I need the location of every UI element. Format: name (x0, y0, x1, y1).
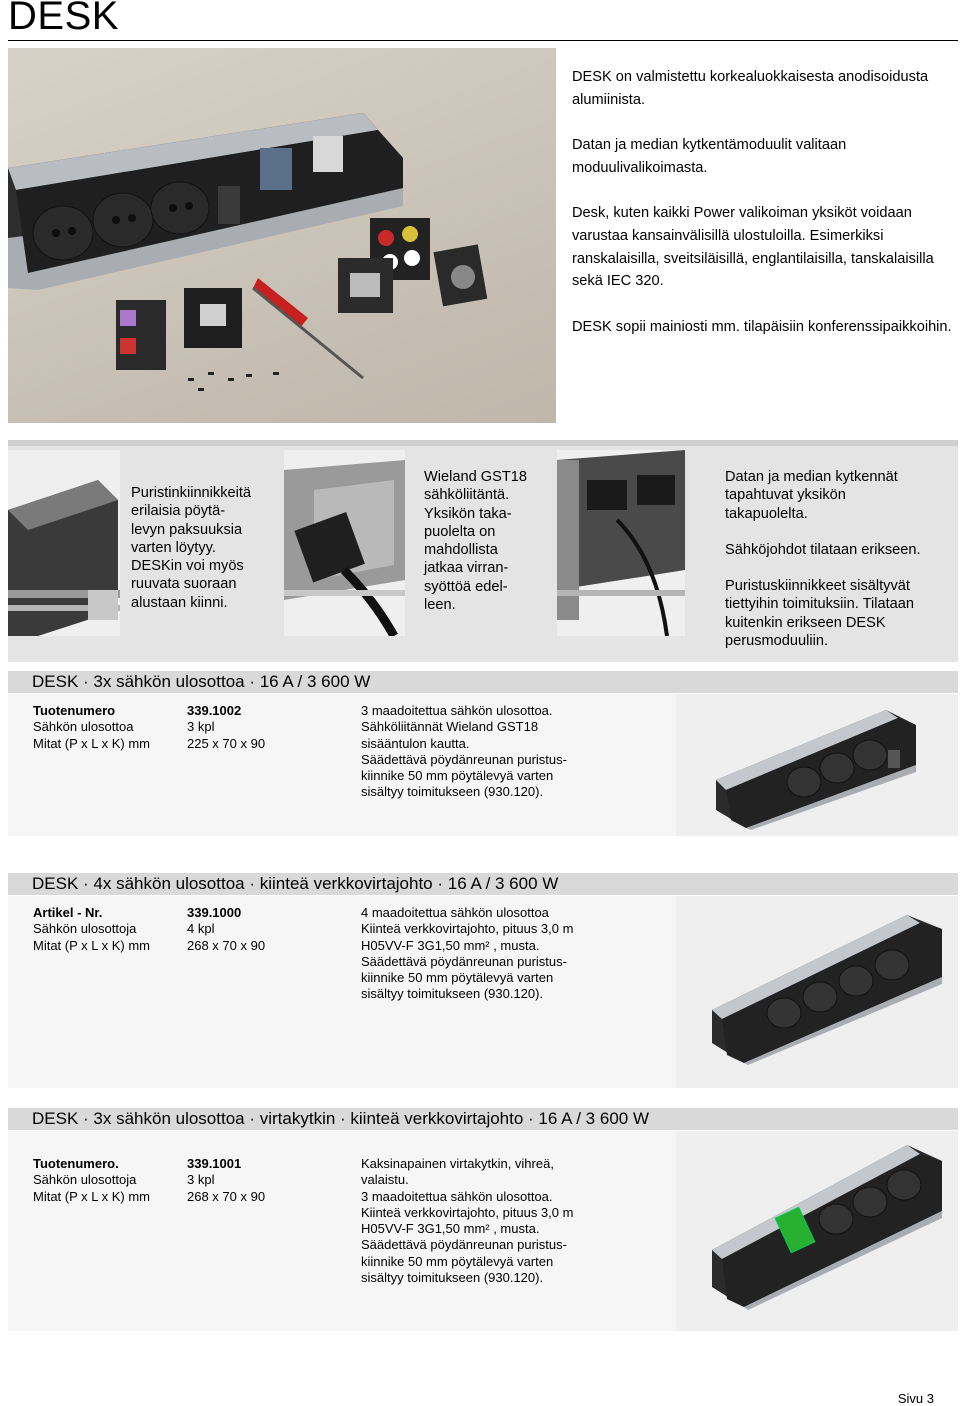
hero-product-photo (8, 48, 556, 423)
product-header: DESK · 3x sähkön ulosottoa · 16 A / 3 600 W (8, 670, 958, 693)
band-text-1: Puristinkiinnikkeitä erilaisia pöytä- levyn paksuuksia varten löytyy. DESKin voi myös ruuvata suoraan alustaan kiinni. (131, 485, 252, 611)
spec-value: 4 kpl (187, 921, 215, 937)
product-description: 4 maadoitettua sähkön ulosottoa Kiinteä verkkovirtajohto, pituus 3,0 m H05VV-F 3G1,50 mm² , musta. Säädettävä pöydänreunan puristus- kiinnike 50 mm pöytälevyä varten sisältyy toimitukseen (930.120). (361, 905, 574, 1002)
spec-key: Tuotenumero. (33, 1156, 119, 1171)
product-specs (33, 703, 353, 763)
clamp-detail-photo (8, 450, 120, 636)
product-photo-3x (716, 710, 916, 830)
spec-key: Artikel - Nr. (33, 905, 103, 920)
rear-connection-photo (557, 450, 685, 636)
spec-key: Sähkön ulosottoja (33, 1172, 137, 1188)
spec-key: Mitat (P x L x K) mm (33, 937, 151, 953)
band-text-2: Wieland GST18 sähköliitäntä. Yksikön taka- puolelta on mahdollista jatkaa virran- syöttöä edel- leen. (424, 469, 528, 614)
product-description: 3 maadoitettua sähkön ulosottoa. Sähköliitännät Wieland GST18 sisääntulon kautta. Säädettävä pöydänreunan puristus- kiinnike 50 mm pöytälevyä varten sisältyy toimitukseen (930.120). (361, 703, 567, 800)
product-header: DESK · 3x sähkön ulosottoa · virtakytkin · kiinteä verkkovirtajohto · 16 A / 3 600 W (8, 1107, 958, 1130)
intro-text (572, 66, 957, 361)
wieland-connector-photo (284, 450, 405, 636)
product-header: DESK · 4x sähkön ulosottoa · kiinteä verkkovirtajohto · 16 A / 3 600 W (8, 872, 958, 895)
spec-value: 3 kpl (187, 1172, 215, 1188)
page-title: DESK (8, 0, 119, 38)
intro-paragraph: Datan ja median kytkentämoduulit valitaan moduulivalikoimasta. (572, 137, 847, 176)
band-top-rule (8, 440, 958, 446)
page-number: Sivu 3 (897, 1391, 934, 1406)
spec-key: Sähkön ulosottoa (33, 719, 134, 735)
product-description: Kaksinapainen virtakytkin, vihreä, valaistu. 3 maadoitettua sähkön ulosottoa. Kiinteä verkkovirtajohto, pituus 3,0 m H05VV-F 3G1,50 mm² , musta. Säädettävä pöydänreunan puristus- kiinnike 50 mm pöytälevyä varten sisältyy toimitukseen (930.120). (361, 1156, 574, 1286)
product-photo-4x (712, 915, 944, 1065)
spec-value: 339.1001 (187, 1156, 242, 1171)
spec-value: 339.1000 (187, 905, 242, 920)
spec-key: Sähkön ulosottoja (33, 921, 137, 937)
spec-value: 268 x 70 x 90 (187, 937, 266, 953)
spec-value: 268 x 70 x 90 (187, 1188, 266, 1204)
product-specs (33, 1156, 353, 1216)
intro-paragraph: Desk, kuten kaikki Power valikoiman yksiköt voidaan varustaa kansainvälisillä ulostuloilla. Esimerkiksi ranskalaisilla, sveitsiläisillä, englantilaisilla, tanskalaisilla sekä IEC 320. (572, 205, 934, 290)
spec-key: Tuotenumero (33, 703, 116, 718)
intro-paragraph: DESK sopii mainiosti mm. tilapäisiin konferenssipaikkoihin. (572, 318, 952, 335)
product-specs (33, 905, 353, 965)
title-rule (8, 40, 958, 41)
spec-value: 225 x 70 x 90 (187, 735, 266, 751)
spec-value: 3 kpl (187, 719, 215, 735)
spec-value: 339.1002 (187, 703, 242, 718)
band-text-3: Datan ja median kytkennät tapahtuvat yksikön takapuolelta. Sähköjohdot tilataan erikseen. Puristuskiinnikkeet sisältyvät tiettyihin toimituksiin. Tilataan kuitenkin erikseen DESK perusmoduuliin. (725, 469, 921, 650)
spec-key: Mitat (P x L x K) mm (33, 735, 151, 751)
product-photo-switch (712, 1145, 944, 1310)
spec-key: Mitat (P x L x K) mm (33, 1188, 151, 1204)
intro-paragraph: DESK on valmistettu korkealuokkaisesta anodisoidusta alumiinista. (572, 69, 929, 108)
